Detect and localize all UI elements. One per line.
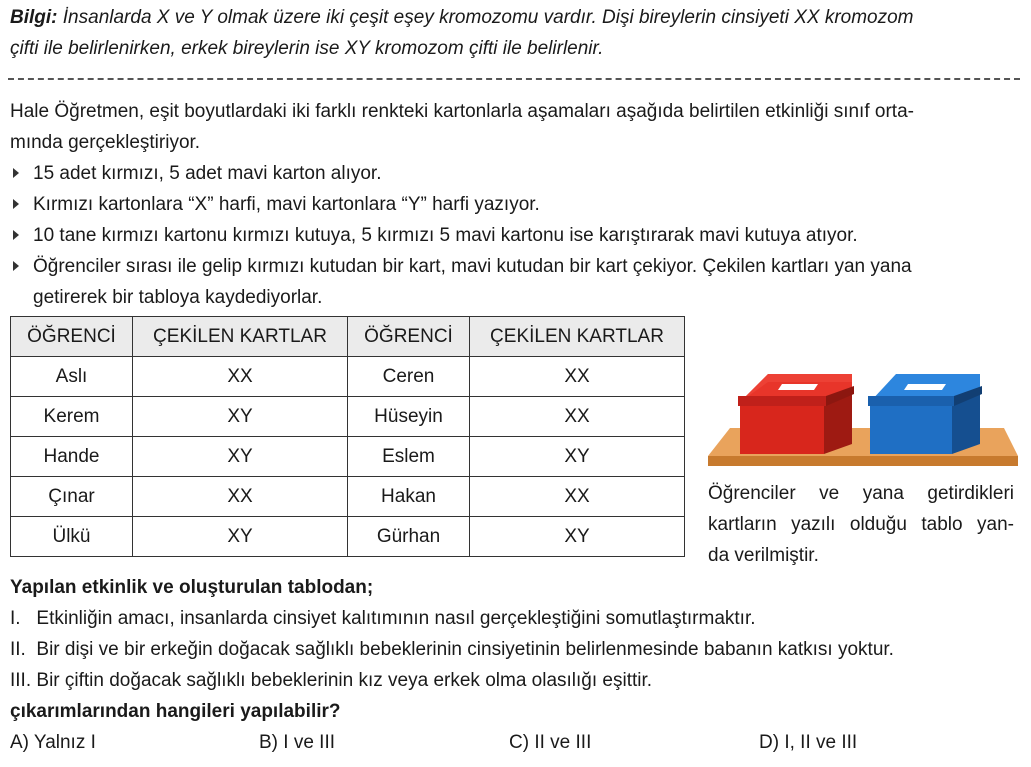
bullet-icon [13, 230, 19, 240]
table-row [11, 437, 685, 477]
red-box [738, 374, 854, 454]
student-name: Çınar [11, 477, 133, 517]
drawn-cards: XY [133, 397, 348, 437]
option-b[interactable]: B) I ve III [259, 732, 336, 753]
student-name: Kerem [11, 397, 133, 437]
intro-line-1: Hale Öğretmen, eşit boyutlardaki iki farklı renkteki kartonlarla aşamaları aşağıda belirtilen etkinliği sınıf orta- [10, 101, 914, 122]
drawn-cards: XX [470, 357, 685, 397]
drawn-cards: XX [133, 357, 348, 397]
step-4: Öğrenciler sırası ile gelip kırmızı kutudan bir kart, mavi kutudan bir kart çekiyor. Çekilen kartları yan yana [33, 256, 912, 277]
step-3: 10 tane kırmızı kartonu kırmızı kutuya, 5 kırmızı 5 mavi kartonu ise karıştırarak mavi kutuya atıyor. [33, 225, 858, 246]
student-name: Hüseyin [348, 397, 470, 437]
info-label: Bilgi: [10, 7, 58, 28]
blue-box [868, 374, 982, 454]
intro-line-2: mında gerçekleştiriyor. [10, 132, 201, 153]
statement-1: I. Etkinliğin amacı, insanlarda cinsiyet kalıtımının nasıl gerçekleştiğini somutlaştırmaktır. [10, 608, 756, 629]
drawn-cards: XX [470, 477, 685, 517]
drawn-cards: XY [470, 437, 685, 477]
option-a[interactable]: A) Yalnız I [10, 732, 96, 753]
table-header: ÇEKİLEN KARTLAR [470, 317, 685, 357]
dashed-divider [8, 78, 1020, 80]
info-text-1: İnsanlarda X ve Y olmak üzere iki çeşit eşey kromozomu vardır. Dişi bireylerin cinsiyeti XX kromozom [62, 7, 914, 28]
table-row [11, 517, 685, 557]
drawn-cards: XY [470, 517, 685, 557]
student-name: Gürhan [348, 517, 470, 557]
table-header-row [11, 317, 685, 357]
drawn-cards: XX [133, 477, 348, 517]
table-header: ÇEKİLEN KARTLAR [133, 317, 348, 357]
table-header: ÖĞRENCİ [348, 317, 470, 357]
step-1: 15 adet kırmızı, 5 adet mavi karton alıyor. [33, 163, 382, 184]
cards-table [10, 316, 685, 557]
student-name: Aslı [11, 357, 133, 397]
option-d[interactable]: D) I, II ve III [759, 732, 858, 753]
step-2: Kırmızı kartonlara “X” harfi, mavi kartonlara “Y” harfi yazıyor. [33, 194, 540, 215]
boxes-illustration [704, 368, 1020, 474]
student-name: Ceren [348, 357, 470, 397]
side-text-line-1: Öğrenciler ve yana getirdikleri [708, 483, 1014, 504]
side-text-line-2: kartların yazılı olduğu tablo yan- [708, 514, 1014, 535]
table-row [11, 357, 685, 397]
shelf-front [708, 456, 1018, 466]
question-lead: Yapılan etkinlik ve oluşturulan tablodan; [10, 577, 374, 598]
drawn-cards: XX [470, 397, 685, 437]
bullet-icon [13, 199, 19, 209]
student-name: Hakan [348, 477, 470, 517]
student-name: Ülkü [11, 517, 133, 557]
red-box-slot [778, 384, 818, 390]
bullet-icon [13, 168, 19, 178]
table-row [11, 477, 685, 517]
info-line-1 [10, 2, 914, 33]
student-name: Hande [11, 437, 133, 477]
statement-3: III. Bir çiftin doğacak sağlıklı bebeklerinin kız veya erkek olma olasılığı eşittir. [10, 670, 653, 691]
option-c[interactable]: C) II ve III [509, 732, 592, 753]
student-name: Eslem [348, 437, 470, 477]
drawn-cards: XY [133, 437, 348, 477]
drawn-cards: XY [133, 517, 348, 557]
table-header: ÖĞRENCİ [11, 317, 133, 357]
info-line-2: çifti ile belirlenirken, erkek bireylerin ise XY kromozom çifti ile belirlenir. [10, 38, 604, 59]
side-text-line-3: da verilmiştir. [708, 545, 819, 566]
question-ask: çıkarımlarından hangileri yapılabilir? [10, 701, 341, 722]
statement-2: II. Bir dişi ve bir erkeğin doğacak sağlıklı bebeklerinin cinsiyetinin belirlenmesinde babanın katkısı yoktur. [10, 639, 894, 660]
blue-box-slot [904, 384, 946, 390]
bullet-icon [13, 261, 19, 271]
step-4-continued: getirerek bir tabloya kaydediyorlar. [33, 287, 323, 308]
table-row [11, 397, 685, 437]
